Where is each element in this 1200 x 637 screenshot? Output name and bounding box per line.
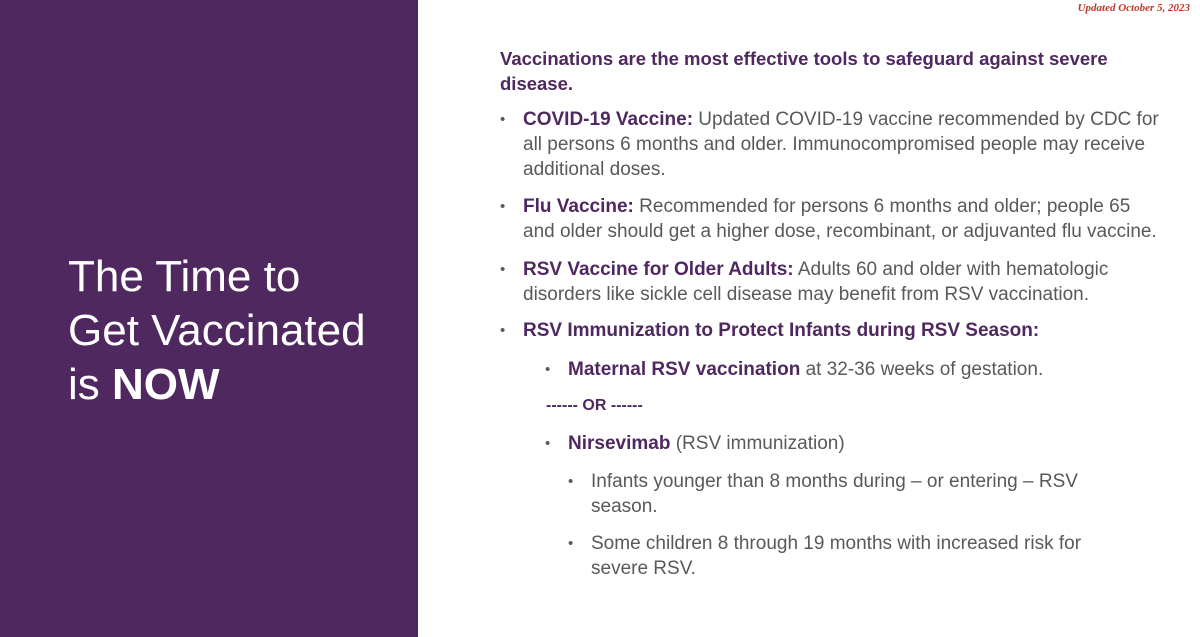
title-line-3-prefix: is: [68, 360, 112, 409]
bullet-rsv-older-text: Adults 60 and older with hematologic disorders like sickle cell disease may benefit from RSV vaccination.: [523, 259, 1109, 305]
bullet-flu-text: Recommended for persons 6 months and older; people 65 and older should get a higher dose, recombinant, or adjuvanted flu vaccine.: [523, 196, 1157, 242]
bullet-glyph: •: [500, 198, 506, 215]
bullet-rsv-infants: [500, 318, 1160, 343]
slide-title: [68, 250, 408, 412]
slide-content: [500, 46, 1160, 581]
bullet-glyph: •: [568, 473, 574, 490]
sub-sub-bullet-children: [500, 531, 1111, 581]
bullet-glyph: •: [500, 111, 506, 128]
bullet-covid-vaccine: [500, 107, 1160, 182]
or-separator: ------ OR ------: [546, 397, 643, 414]
nirsevimab-text: (RSV immunization): [670, 433, 845, 454]
title-line-2: Get Vaccinated: [68, 306, 366, 355]
bullet-glyph: •: [500, 322, 506, 339]
bullet-glyph: •: [500, 261, 506, 278]
title-emphasis-now: NOW: [112, 360, 220, 409]
bullet-rsv-infants-label: RSV Immunization to Protect Infants during RSV Season:: [523, 320, 1040, 341]
title-line-3: [68, 358, 408, 412]
children-text: Some children 8 through 19 months with increased risk for severe RSV.: [591, 533, 1082, 579]
bullet-glyph: •: [545, 435, 551, 452]
maternal-text: at 32-36 weeks of gestation.: [800, 359, 1044, 380]
updated-date: Updated October 5, 2023: [1077, 2, 1190, 14]
lead-statement: Vaccinations are the most effective tools to safeguard against severe disease.: [500, 48, 1108, 94]
bullet-glyph: •: [545, 361, 551, 378]
title-line-1: The Time to: [68, 252, 301, 301]
sub-bullet-maternal: [500, 357, 1160, 382]
bullet-flu-vaccine: [500, 194, 1160, 244]
bullet-flu-label: Flu Vaccine:: [523, 196, 634, 217]
bullet-covid-label: COVID-19 Vaccine:: [523, 109, 694, 130]
bullet-covid-text: Updated COVID-19 vaccine recommended by CDC for all persons 6 months and older. Immunocompromised people may receive additional doses.: [523, 109, 1159, 180]
bullet-rsv-older-adults: [500, 257, 1160, 307]
maternal-label: Maternal RSV vaccination: [568, 359, 801, 380]
bullet-rsv-older-label: RSV Vaccine for Older Adults:: [523, 259, 794, 280]
sub-sub-bullet-infants: [500, 469, 1091, 519]
sub-bullet-nirsevimab: [500, 431, 1160, 456]
title-panel: [0, 0, 418, 637]
bullet-glyph: •: [568, 535, 574, 552]
nirsevimab-label: Nirsevimab: [568, 433, 671, 454]
infants-text: Infants younger than 8 months during – or entering – RSV season.: [591, 471, 1078, 517]
